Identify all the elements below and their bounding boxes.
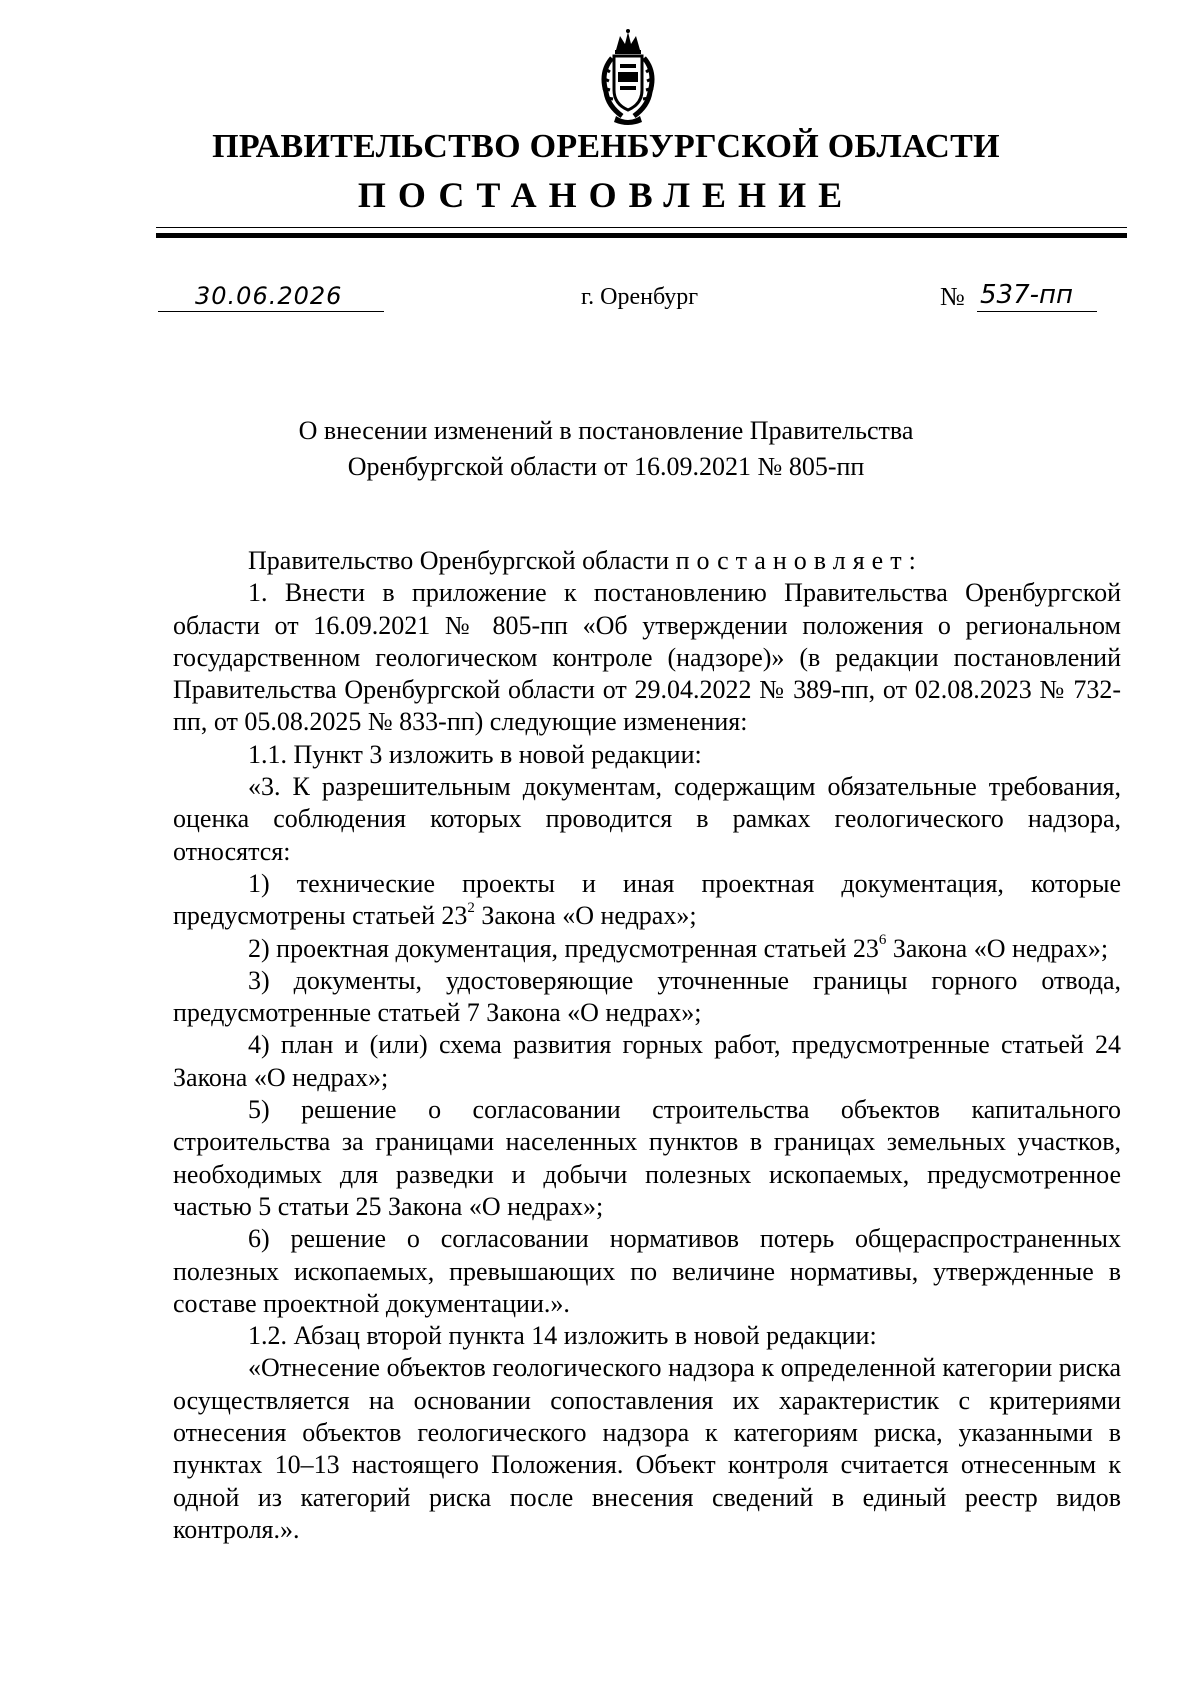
header-rule-thin bbox=[156, 227, 1127, 228]
document-type: ПОСТАНОВЛЕНИЕ bbox=[357, 175, 855, 215]
superscript: 2 bbox=[467, 899, 475, 916]
preamble-verb: постановляет: bbox=[675, 546, 923, 575]
superscript: 6 bbox=[878, 931, 887, 948]
preamble bbox=[173, 545, 1121, 577]
list-item-2 bbox=[173, 933, 1121, 965]
list-item-1 bbox=[173, 868, 1121, 933]
preamble-subject: Правительство Оренбургской области bbox=[248, 546, 670, 575]
list-item-2-text: 2) проектная документация, предусмотренная статьей 23 bbox=[248, 933, 879, 963]
list-item-1-tail: Закона «О недрах»; bbox=[474, 901, 697, 931]
list-item-2-tail: Закона «О недрах»; bbox=[886, 933, 1109, 963]
number-sign: № bbox=[940, 282, 965, 311]
paragraph-1: 1. Внести в приложение к постановлению Правительства Оренбургской области от 16.09.2021 № 805-пп «Об утверждении положения о региональном государственном геологическом контроле (надзоре)» (в редакции постановлений Правительства Оренбургской области от 29.04.2022 № 389-пп, от 02.08.2023 № 732-пп, от 05.08.2025 № 833-пп) следующие изменения: bbox=[173, 578, 1121, 737]
header-rule-thick bbox=[156, 233, 1127, 238]
list-item-3: 3) документы, удостоверяющие уточненные границы горного отвода, предусмотренные статьей 7 Закона «О недрах»; bbox=[173, 965, 1121, 1028]
subject-line-1: О внесении изменений в постановление Правительства bbox=[298, 416, 914, 445]
document-number: 537-пп bbox=[980, 280, 1074, 310]
paragraph-1-1: 1.1. Пункт 3 изложить в новой редакции: bbox=[248, 739, 702, 769]
list-item-5: 5) решение о согласовании строительства объектов капитального строительства за границами населенных пунктов в границах земельных участков, необходимых для разведки и добычи полезных ископаемых, предусмотренное частью 5 статьи 25 Закона «О недрах»; bbox=[173, 1095, 1121, 1221]
subject-line-2: Оренбургской области от 16.09.2021 № 805-пп bbox=[347, 452, 865, 481]
paragraph-3-intro: «3. К разрешительным документам, содержащим обязательные требования, оценка соблюдения которых проводится в рамках геологического надзора, относятся: bbox=[173, 772, 1121, 866]
document-subject bbox=[0, 413, 1200, 485]
list-item-1-text: 1) технические проекты и иная проектная документация, которые предусмотрены статьей 23 bbox=[173, 868, 1121, 931]
paragraph-1-2: 1.2. Абзац второй пункта 14 изложить в новой редакции: bbox=[248, 1321, 877, 1351]
paragraph-14-text: «Отнесение объектов геологического надзора к определенной категории риска осуществляется на основании сопоставления их характеристик с критериями отнесения объектов геологического надзора к категориям риска, указанными в пунктах 10–13 настоящего Положения. Объект контроля считается отнесенным к одной из категорий риска после внесения сведений в единый реестр видов контроля.». bbox=[173, 1353, 1121, 1544]
list-item-4: 4) план и (или) схема развития горных работ, предусмотренные статьей 24 Закона «О недрах»; bbox=[173, 1030, 1121, 1092]
document-date: 30.06.2026 bbox=[195, 282, 343, 310]
number-underline bbox=[977, 311, 1097, 312]
document-body bbox=[173, 545, 1121, 1546]
document-city: г. Оренбург bbox=[581, 284, 699, 310]
organization-title: ПРАВИТЕЛЬСТВО ОРЕНБУРГСКОЙ ОБЛАСТИ bbox=[212, 128, 1000, 165]
oren-coat-of-arms-icon bbox=[598, 28, 658, 128]
date-underline bbox=[158, 311, 384, 312]
list-item-6: 6) решение о согласовании нормативов потерь общераспространенных полезных ископаемых, превышающих по величине нормативы, утвержденные в составе проектной документации.». bbox=[173, 1224, 1121, 1318]
